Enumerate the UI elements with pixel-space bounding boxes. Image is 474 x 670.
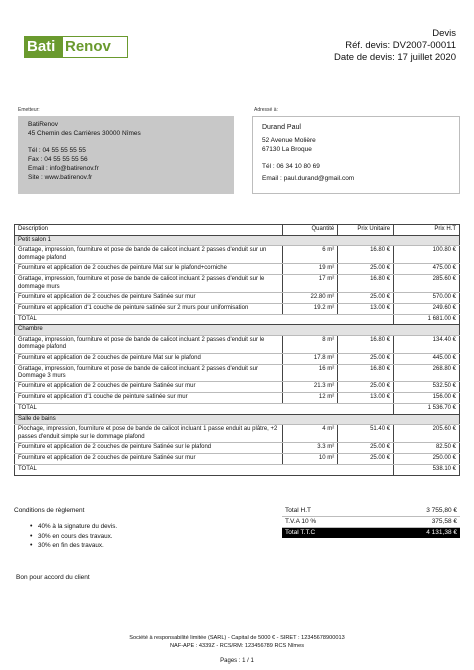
- item-quantity: 17 m²: [283, 275, 338, 293]
- logo-part-renov: Renov: [63, 37, 127, 57]
- item-unit-price: 25.00 €: [338, 443, 394, 454]
- item-price-ht: 532.50 €: [394, 382, 460, 393]
- legal-footer: [0, 634, 474, 650]
- item-unit-price: 25.00 €: [338, 293, 394, 304]
- quote-items-table: [14, 224, 460, 476]
- item-price-ht: 250.00 €: [394, 454, 460, 465]
- payment-conditions-list: [30, 522, 117, 551]
- item-description: Fourniture et application de 2 couches de peinture Mat sur le plafond+corniche: [15, 264, 283, 275]
- emetteur-email: Email : info@batirenov.fr: [28, 165, 99, 172]
- item-price-ht: 100.80 €: [394, 246, 460, 264]
- section-total-row: [15, 315, 460, 325]
- table-row: [15, 443, 460, 454]
- item-unit-price: 13.00 €: [338, 304, 394, 315]
- table-row: [15, 304, 460, 315]
- item-price-ht: 445.00 €: [394, 353, 460, 364]
- item-unit-price: 13.00 €: [338, 393, 394, 404]
- header-price-ht: Prix H.T: [394, 225, 460, 236]
- item-price-ht: 205.60 €: [394, 425, 460, 443]
- item-description: Grattage, impression, fourniture et pose de bande de calicot incluant 2 passes d'enduit sur le dommage murs: [15, 275, 283, 293]
- page-number: Pages : 1 / 1: [220, 658, 254, 664]
- emetteur-site: Site : www.batirenov.fr: [28, 174, 93, 181]
- section-total-row: [15, 404, 460, 414]
- item-description: Fourniture et application d'1 couche de peinture satinée sur mur: [15, 393, 283, 404]
- footer-line-1: Société à responsabilité limitée (SARL) - Capital de 5000 € - SIRET : 12345678900013: [129, 635, 345, 641]
- item-unit-price: 16.80 €: [338, 275, 394, 293]
- item-description: Fourniture et application de 2 couches de peinture Satinée sur le plafond: [15, 443, 283, 454]
- item-unit-price: 16.80 €: [338, 246, 394, 264]
- item-price-ht: 268.80 €: [394, 364, 460, 382]
- payment-conditions-title: Conditions de règlement: [14, 507, 85, 514]
- table-row: [15, 246, 460, 264]
- tva-label: T.V.A 10 %: [282, 516, 372, 527]
- section-title: Chambre: [15, 325, 460, 335]
- item-unit-price: 25.00 €: [338, 353, 394, 364]
- table-row: [15, 382, 460, 393]
- total-ht-row: [282, 505, 460, 516]
- item-quantity: 10 m²: [283, 454, 338, 465]
- table-row: [15, 353, 460, 364]
- item-price-ht: 82.50 €: [394, 443, 460, 454]
- section-total-value: 1 536.70 €: [394, 404, 460, 414]
- quote-reference: Réf. devis: DV2007-00011: [345, 40, 456, 51]
- item-quantity: 6 m²: [283, 246, 338, 264]
- emetteur-fax: Fax : 04 55 55 55 56: [28, 156, 88, 163]
- recipient-street: 52 Avenue Molière: [262, 137, 316, 144]
- item-quantity: 21.3 m²: [283, 382, 338, 393]
- item-quantity: 3.3 m²: [283, 443, 338, 454]
- item-quantity: 8 m²: [283, 335, 338, 353]
- emetteur-address: 45 Chemin des Carrières 30000 Nîmes: [28, 130, 141, 137]
- total-ttc-row: [282, 527, 460, 538]
- table-row: [15, 335, 460, 353]
- table-row: [15, 454, 460, 465]
- recipient-tel: Tél : 06 34 10 80 69: [262, 163, 320, 170]
- item-unit-price: 25.00 €: [338, 382, 394, 393]
- company-logo: [24, 36, 128, 58]
- recipient-name: Durand Paul: [262, 124, 301, 131]
- item-price-ht: 134.40 €: [394, 335, 460, 353]
- recipient-city: 67130 La Broque: [262, 146, 312, 153]
- total-ht-value: 3 755,80 €: [372, 505, 460, 516]
- list-item: • 30% en cours des travaux.: [30, 532, 117, 542]
- table-row: [15, 425, 460, 443]
- item-description: Fourniture et application de 2 couches de peinture Satinée sur mur: [15, 293, 283, 304]
- section-total-value: 538.10 €: [394, 465, 460, 475]
- total-ttc-label: Total T.T.C: [282, 527, 372, 538]
- document-header: [334, 28, 456, 64]
- emetteur-name: BatiRenov: [28, 121, 58, 128]
- recipient-email: Email : paul.durand@gmail.com: [262, 175, 355, 182]
- quote-date: Date de devis: 17 juillet 2020: [334, 52, 456, 63]
- item-price-ht: 249.60 €: [394, 304, 460, 315]
- section-total-row: [15, 465, 460, 475]
- item-unit-price: 16.80 €: [338, 335, 394, 353]
- footer-line-2: NAF-APE : 4339Z - RCS/RM: 123456789 RCS Nîmes: [170, 643, 304, 649]
- item-quantity: 19.2 m²: [283, 304, 338, 315]
- table-row: [15, 364, 460, 382]
- item-quantity: 17.8 m²: [283, 353, 338, 364]
- item-unit-price: 25.00 €: [338, 454, 394, 465]
- emetteur-tel: Tél : 04 55 55 55 55: [28, 147, 86, 154]
- table-header-row: [15, 225, 460, 236]
- item-quantity: 12 m²: [283, 393, 338, 404]
- item-quantity: 4 m²: [283, 425, 338, 443]
- item-description: Piochage, impression, fourniture et pose de bande de calicot incluant 1 passe enduit au plâtre, +2 passes d'enduit simple sur le dommage plafond: [15, 425, 283, 443]
- item-unit-price: 51.40 €: [338, 425, 394, 443]
- item-description: Fourniture et application de 2 couches de peinture Satinée sur mur: [15, 382, 283, 393]
- section-total-label: TOTAL: [15, 315, 394, 325]
- item-price-ht: 156.00 €: [394, 393, 460, 404]
- item-quantity: 22.80 m²: [283, 293, 338, 304]
- item-description: Grattage, impression, fourniture et pose de bande de calicot incluant 2 passes d'enduit sur un dommage plafond: [15, 246, 283, 264]
- section-header-row: [15, 325, 460, 335]
- total-ttc-value: 4 131,38 €: [372, 527, 460, 538]
- item-price-ht: 475.00 €: [394, 264, 460, 275]
- section-total-label: TOTAL: [15, 404, 394, 414]
- recipient-box: [252, 116, 460, 194]
- tva-row: [282, 516, 460, 527]
- logo-part-bati: Bati: [25, 37, 63, 57]
- total-ht-label: Total H.T: [282, 505, 372, 516]
- emetteur-box: [18, 116, 234, 194]
- item-description: Grattage, impression, fourniture et pose de bande de calicot incluant 2 passes d'enduit sur le dommage plafond: [15, 335, 283, 353]
- table-row: [15, 275, 460, 293]
- section-title: Petit salon 1: [15, 236, 460, 246]
- header-quantity: Quantité: [283, 225, 338, 236]
- list-item: • 30% en fin des travaux.: [30, 541, 117, 551]
- header-description: Description: [15, 225, 283, 236]
- section-total-label: TOTAL: [15, 465, 394, 475]
- item-unit-price: 16.80 €: [338, 364, 394, 382]
- document-type: Devis: [432, 28, 456, 39]
- section-header-row: [15, 414, 460, 424]
- totals-table: [282, 505, 460, 538]
- table-row: [15, 264, 460, 275]
- tva-value: 375,58 €: [372, 516, 460, 527]
- emetteur-label: Emetteur:: [18, 107, 40, 113]
- table-row: [15, 393, 460, 404]
- client-approval-label: Bon pour accord du client: [16, 574, 90, 581]
- item-description: Fourniture et application de 2 couches de peinture Satinée sur mur: [15, 454, 283, 465]
- item-quantity: 19 m²: [283, 264, 338, 275]
- item-price-ht: 285.60 €: [394, 275, 460, 293]
- section-header-row: [15, 236, 460, 246]
- item-description: Grattage, impression, fourniture et pose de bande de calicot incluant 2 passes d'enduit sur Dommage 3 murs: [15, 364, 283, 382]
- item-unit-price: 25.00 €: [338, 264, 394, 275]
- section-total-value: 1 681.00 €: [394, 315, 460, 325]
- item-description: Fourniture et application d'1 couche de peinture satinée sur 2 murs pour uniformisation: [15, 304, 283, 315]
- header-unit-price: Prix Unitaire: [338, 225, 394, 236]
- table-row: [15, 293, 460, 304]
- adresse-label: Adressé à:: [254, 107, 278, 113]
- section-title: Salle de bains: [15, 414, 460, 424]
- item-price-ht: 570.00 €: [394, 293, 460, 304]
- list-item: • 40% à la signature du devis.: [30, 522, 117, 532]
- item-description: Fourniture et application de 2 couches de peinture Mat sur le plafond: [15, 353, 283, 364]
- item-quantity: 16 m²: [283, 364, 338, 382]
